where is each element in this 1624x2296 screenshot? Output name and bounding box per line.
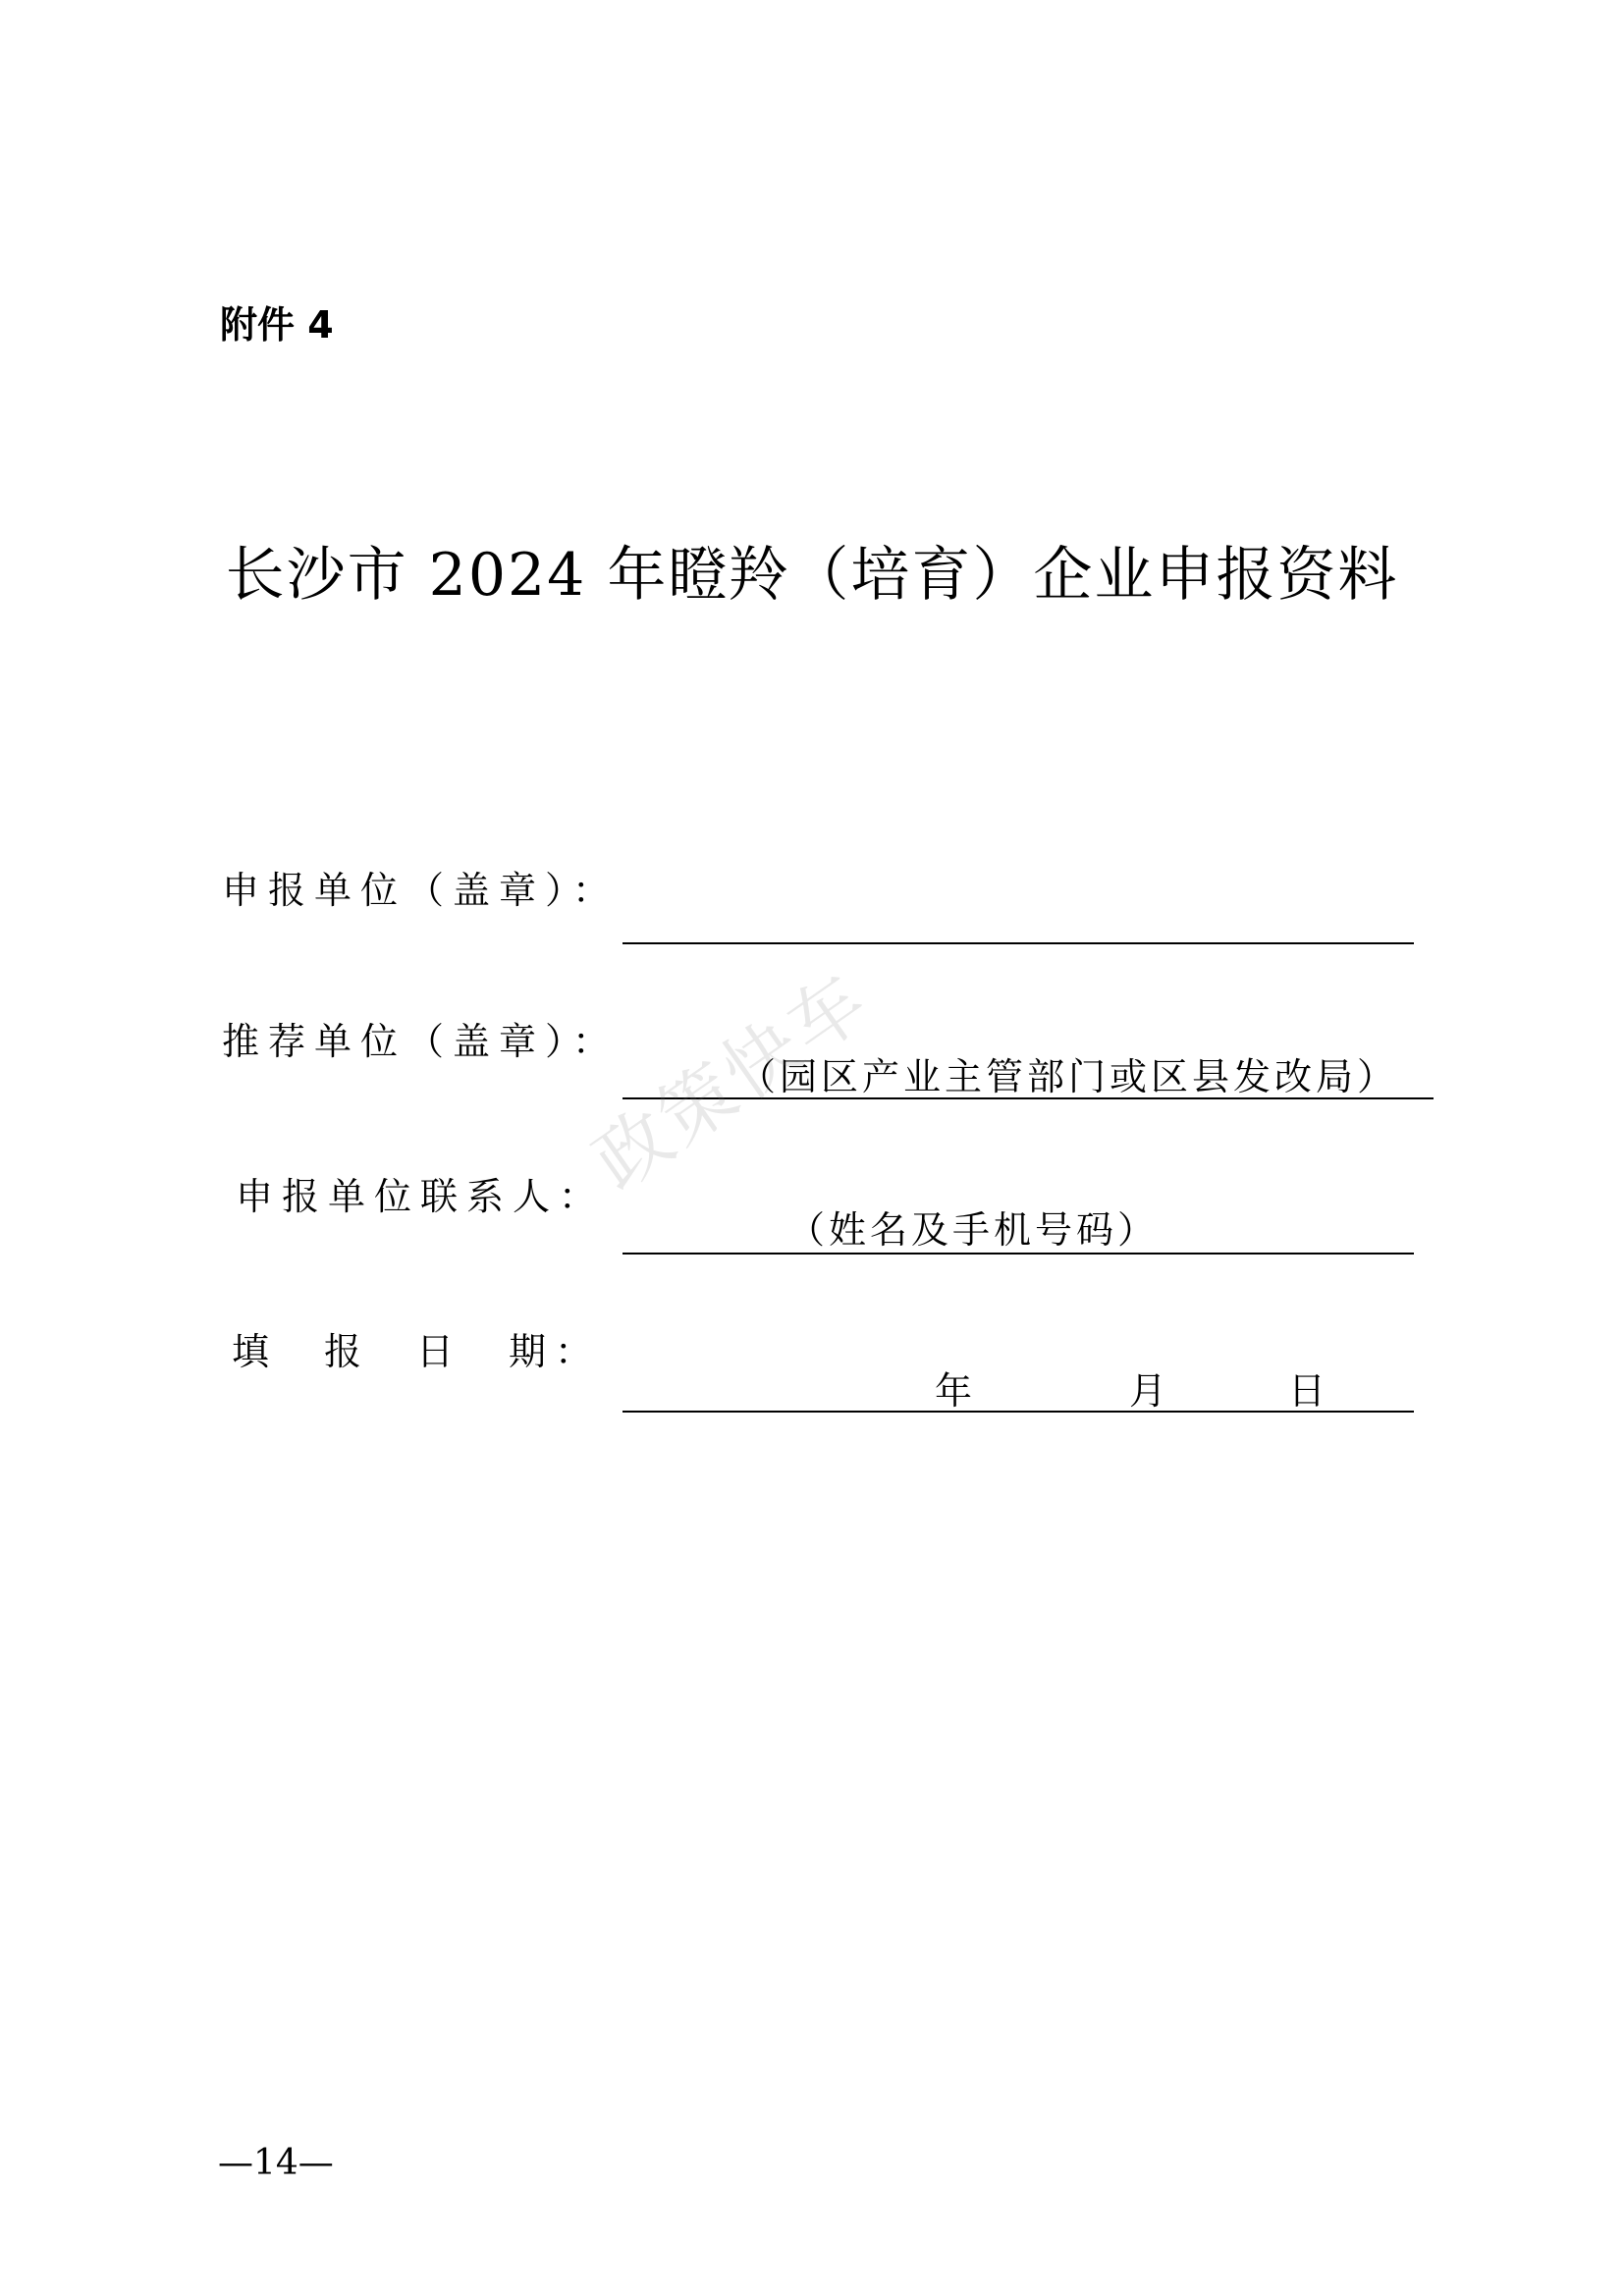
page-number: —14— (218, 2143, 334, 2183)
date-month-label: 月 (1129, 1369, 1167, 1413)
recommender-label: 推荐单位（盖章）： (222, 1020, 620, 1063)
applicant-label: 申报单位（盖章）： (222, 869, 620, 912)
fill-date-label: 填 报 日 期： (232, 1330, 602, 1373)
watermark: 政策快车 (577, 954, 886, 1207)
applicant-line (623, 942, 1414, 944)
contact-label: 申报单位联系人： (236, 1175, 606, 1218)
fill-date-line (623, 1411, 1414, 1413)
recommender-hint: （园区产业主管部门或区县发改局） (738, 1055, 1399, 1098)
document-title: 长沙市 2024 年瞪羚（培育）企业申报资料 (225, 541, 1399, 610)
contact-line (623, 1253, 1414, 1255)
attachment-label: 附件 4 (220, 303, 334, 347)
date-day-label: 日 (1288, 1369, 1326, 1413)
contact-hint: （姓名及手机号码） (787, 1208, 1160, 1252)
date-year-label: 年 (935, 1369, 973, 1413)
